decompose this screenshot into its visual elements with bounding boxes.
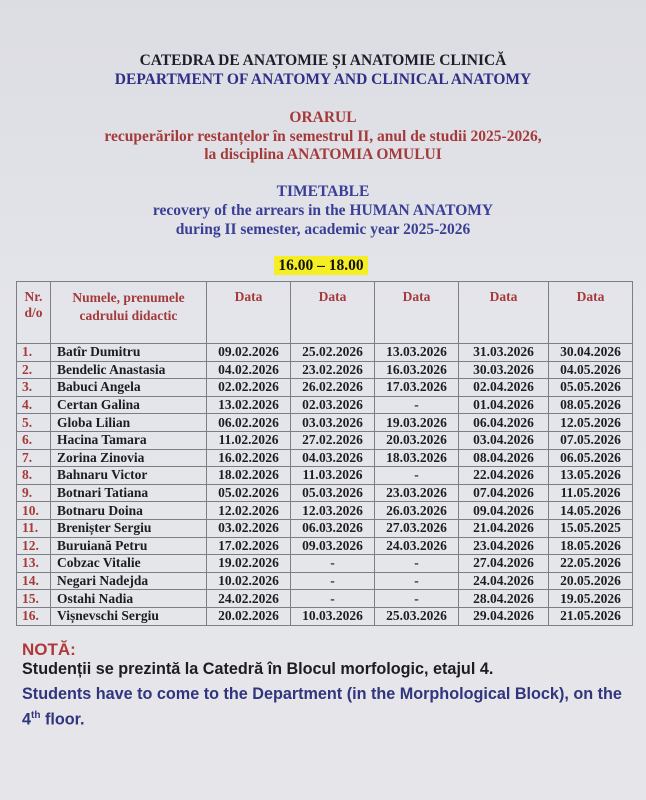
date-cell: 04.05.2026: [549, 361, 633, 379]
date-cell: 12.02.2026: [207, 502, 291, 520]
note-text-en-part1: Students have to come to the Department (in the Morphological Block), on the 4: [22, 685, 622, 729]
table-row: [17, 572, 633, 590]
row-number: 7.: [17, 449, 51, 467]
teacher-name: Batîr Dumitru: [51, 344, 207, 362]
table-row: [17, 396, 633, 414]
date-cell: 27.04.2026: [459, 555, 549, 573]
table-row: [17, 502, 633, 520]
date-cell: -: [375, 555, 459, 573]
table-row: [17, 537, 633, 555]
table-row: [17, 467, 633, 485]
date-cell: 22.05.2026: [549, 555, 633, 573]
header-name: Numele, prenumele cadrului didactic: [51, 282, 207, 344]
date-cell: 21.04.2026: [459, 519, 549, 537]
table-row: [17, 607, 633, 625]
note-text-en: [22, 683, 642, 730]
date-cell: 19.02.2026: [207, 555, 291, 573]
date-cell: 26.03.2026: [375, 502, 459, 520]
table-row: [17, 414, 633, 432]
table-row: [17, 344, 633, 362]
schedule-heading-ro: ORARUL: [289, 109, 357, 126]
date-cell: 12.03.2026: [291, 502, 375, 520]
header-date: Data: [207, 282, 291, 344]
date-cell: 19.03.2026: [375, 414, 459, 432]
date-cell: 29.04.2026: [459, 607, 549, 625]
date-cell: 24.04.2026: [459, 572, 549, 590]
table-row: [17, 361, 633, 379]
date-cell: 10.03.2026: [291, 607, 375, 625]
schedule-heading-en: TIMETABLE: [276, 183, 370, 200]
teacher-name: Cobzac Vitalie: [51, 555, 207, 573]
date-cell: 02.04.2026: [459, 379, 549, 397]
header-date: Data: [459, 282, 549, 344]
table-row: [17, 555, 633, 573]
date-cell: 26.02.2026: [291, 379, 375, 397]
date-cell: 31.03.2026: [459, 344, 549, 362]
teacher-name: Vișnevschi Sergiu: [51, 607, 207, 625]
teacher-name: Brenișter Sergiu: [51, 519, 207, 537]
date-cell: 23.02.2026: [291, 361, 375, 379]
date-cell: 07.05.2026: [549, 431, 633, 449]
date-cell: 06.04.2026: [459, 414, 549, 432]
header-date: Data: [375, 282, 459, 344]
teacher-name: Botnaru Doina: [51, 502, 207, 520]
date-cell: 16.02.2026: [207, 449, 291, 467]
date-cell: 30.03.2026: [459, 361, 549, 379]
department-title-ro: CATEDRA DE ANATOMIE ȘI ANATOMIE CLINICĂ: [139, 52, 507, 69]
date-cell: 14.05.2026: [549, 502, 633, 520]
date-cell: 23.03.2026: [375, 484, 459, 502]
note-text-ro: Studenții se prezintă la Catedră în Blocul morfologic, etajul 4.: [22, 660, 494, 678]
date-cell: -: [291, 590, 375, 608]
date-cell: -: [291, 555, 375, 573]
row-number: 8.: [17, 467, 51, 485]
date-cell: 30.04.2026: [549, 344, 633, 362]
row-number: 9.: [17, 484, 51, 502]
row-number: 12.: [17, 537, 51, 555]
note-text-en-part2: floor.: [40, 710, 85, 729]
row-number: 1.: [17, 344, 51, 362]
date-cell: 12.05.2026: [549, 414, 633, 432]
date-cell: 02.03.2026: [291, 396, 375, 414]
department-title-en: DEPARTMENT OF ANATOMY AND CLINICAL ANATOMY: [114, 71, 532, 88]
row-number: 10.: [17, 502, 51, 520]
date-cell: 16.03.2026: [375, 361, 459, 379]
date-cell: 13.05.2026: [549, 467, 633, 485]
teacher-name: Babuci Angela: [51, 379, 207, 397]
schedule-subtitle-en-2: during II semester, academic year 2025-2026: [175, 221, 471, 238]
teacher-name: Botnari Tatiana: [51, 484, 207, 502]
date-cell: 05.05.2026: [549, 379, 633, 397]
note-text-en-sup: th: [31, 710, 41, 721]
date-cell: 10.02.2026: [207, 572, 291, 590]
date-cell: 03.03.2026: [291, 414, 375, 432]
date-cell: 24.02.2026: [207, 590, 291, 608]
date-cell: 01.04.2026: [459, 396, 549, 414]
date-cell: 15.05.2025: [549, 519, 633, 537]
date-cell: 18.05.2026: [549, 537, 633, 555]
date-cell: -: [291, 572, 375, 590]
date-cell: 05.03.2026: [291, 484, 375, 502]
timetable: [16, 281, 633, 626]
date-cell: 08.05.2026: [549, 396, 633, 414]
date-cell: 13.03.2026: [375, 344, 459, 362]
row-number: 11.: [17, 519, 51, 537]
date-cell: 19.05.2026: [549, 590, 633, 608]
row-number: 2.: [17, 361, 51, 379]
date-cell: 09.02.2026: [207, 344, 291, 362]
row-number: 4.: [17, 396, 51, 414]
table-row: [17, 519, 633, 537]
date-cell: 28.04.2026: [459, 590, 549, 608]
date-cell: 18.03.2026: [375, 449, 459, 467]
date-cell: 27.02.2026: [291, 431, 375, 449]
date-cell: 09.03.2026: [291, 537, 375, 555]
note-label: NOTĂ:: [22, 640, 76, 659]
date-cell: 22.04.2026: [459, 467, 549, 485]
teacher-name: Zorina Zinovia: [51, 449, 207, 467]
row-number: 6.: [17, 431, 51, 449]
date-cell: -: [375, 467, 459, 485]
row-number: 15.: [17, 590, 51, 608]
table-header-row: [17, 282, 633, 344]
table-row: [17, 379, 633, 397]
row-number: 14.: [17, 572, 51, 590]
table-row: [17, 431, 633, 449]
date-cell: -: [375, 590, 459, 608]
date-cell: 06.05.2026: [549, 449, 633, 467]
date-cell: 06.03.2026: [291, 519, 375, 537]
date-cell: 17.02.2026: [207, 537, 291, 555]
table-row: [17, 484, 633, 502]
row-number: 3.: [17, 379, 51, 397]
date-cell: 20.03.2026: [375, 431, 459, 449]
teacher-name: Negari Nadejda: [51, 572, 207, 590]
schedule-subtitle-en-1: recovery of the arrears in the HUMAN ANATOMY: [152, 202, 494, 219]
date-cell: 04.03.2026: [291, 449, 375, 467]
date-cell: 03.02.2026: [207, 519, 291, 537]
table-row: [17, 590, 633, 608]
schedule-subtitle-ro-1: recuperărilor restanțelor în semestrul II, anul de studii 2025-2026,: [104, 128, 542, 145]
date-cell: 20.05.2026: [549, 572, 633, 590]
teacher-name: Bahnaru Victor: [51, 467, 207, 485]
row-number: 5.: [17, 414, 51, 432]
header-date: Data: [549, 282, 633, 344]
date-cell: 07.04.2026: [459, 484, 549, 502]
time-slot-badge: 16.00 – 18.00: [274, 256, 368, 275]
row-number: 16.: [17, 607, 51, 625]
date-cell: 23.04.2026: [459, 537, 549, 555]
date-cell: -: [375, 396, 459, 414]
date-cell: 09.04.2026: [459, 502, 549, 520]
date-cell: 17.03.2026: [375, 379, 459, 397]
date-cell: 27.03.2026: [375, 519, 459, 537]
date-cell: 11.02.2026: [207, 431, 291, 449]
date-cell: 18.02.2026: [207, 467, 291, 485]
date-cell: 06.02.2026: [207, 414, 291, 432]
row-number: 13.: [17, 555, 51, 573]
date-cell: 11.05.2026: [549, 484, 633, 502]
date-cell: 04.02.2026: [207, 361, 291, 379]
date-cell: 13.02.2026: [207, 396, 291, 414]
date-cell: 03.04.2026: [459, 431, 549, 449]
date-cell: 25.02.2026: [291, 344, 375, 362]
teacher-name: Globa Lilian: [51, 414, 207, 432]
teacher-name: Certan Galina: [51, 396, 207, 414]
header-date: Data: [291, 282, 375, 344]
schedule-subtitle-ro-2: la disciplina ANATOMIA OMULUI: [204, 146, 442, 163]
teacher-name: Ostahi Nadia: [51, 590, 207, 608]
date-cell: 20.02.2026: [207, 607, 291, 625]
date-cell: 21.05.2026: [549, 607, 633, 625]
date-cell: 08.04.2026: [459, 449, 549, 467]
teacher-name: Hacina Tamara: [51, 431, 207, 449]
date-cell: 11.03.2026: [291, 467, 375, 485]
teacher-name: Buruiană Petru: [51, 537, 207, 555]
header-nr: Nr. d/o: [17, 282, 51, 344]
date-cell: -: [375, 572, 459, 590]
teacher-name: Bendelic Anastasia: [51, 361, 207, 379]
date-cell: 02.02.2026: [207, 379, 291, 397]
date-cell: 24.03.2026: [375, 537, 459, 555]
date-cell: 25.03.2026: [375, 607, 459, 625]
date-cell: 05.02.2026: [207, 484, 291, 502]
table-row: [17, 449, 633, 467]
